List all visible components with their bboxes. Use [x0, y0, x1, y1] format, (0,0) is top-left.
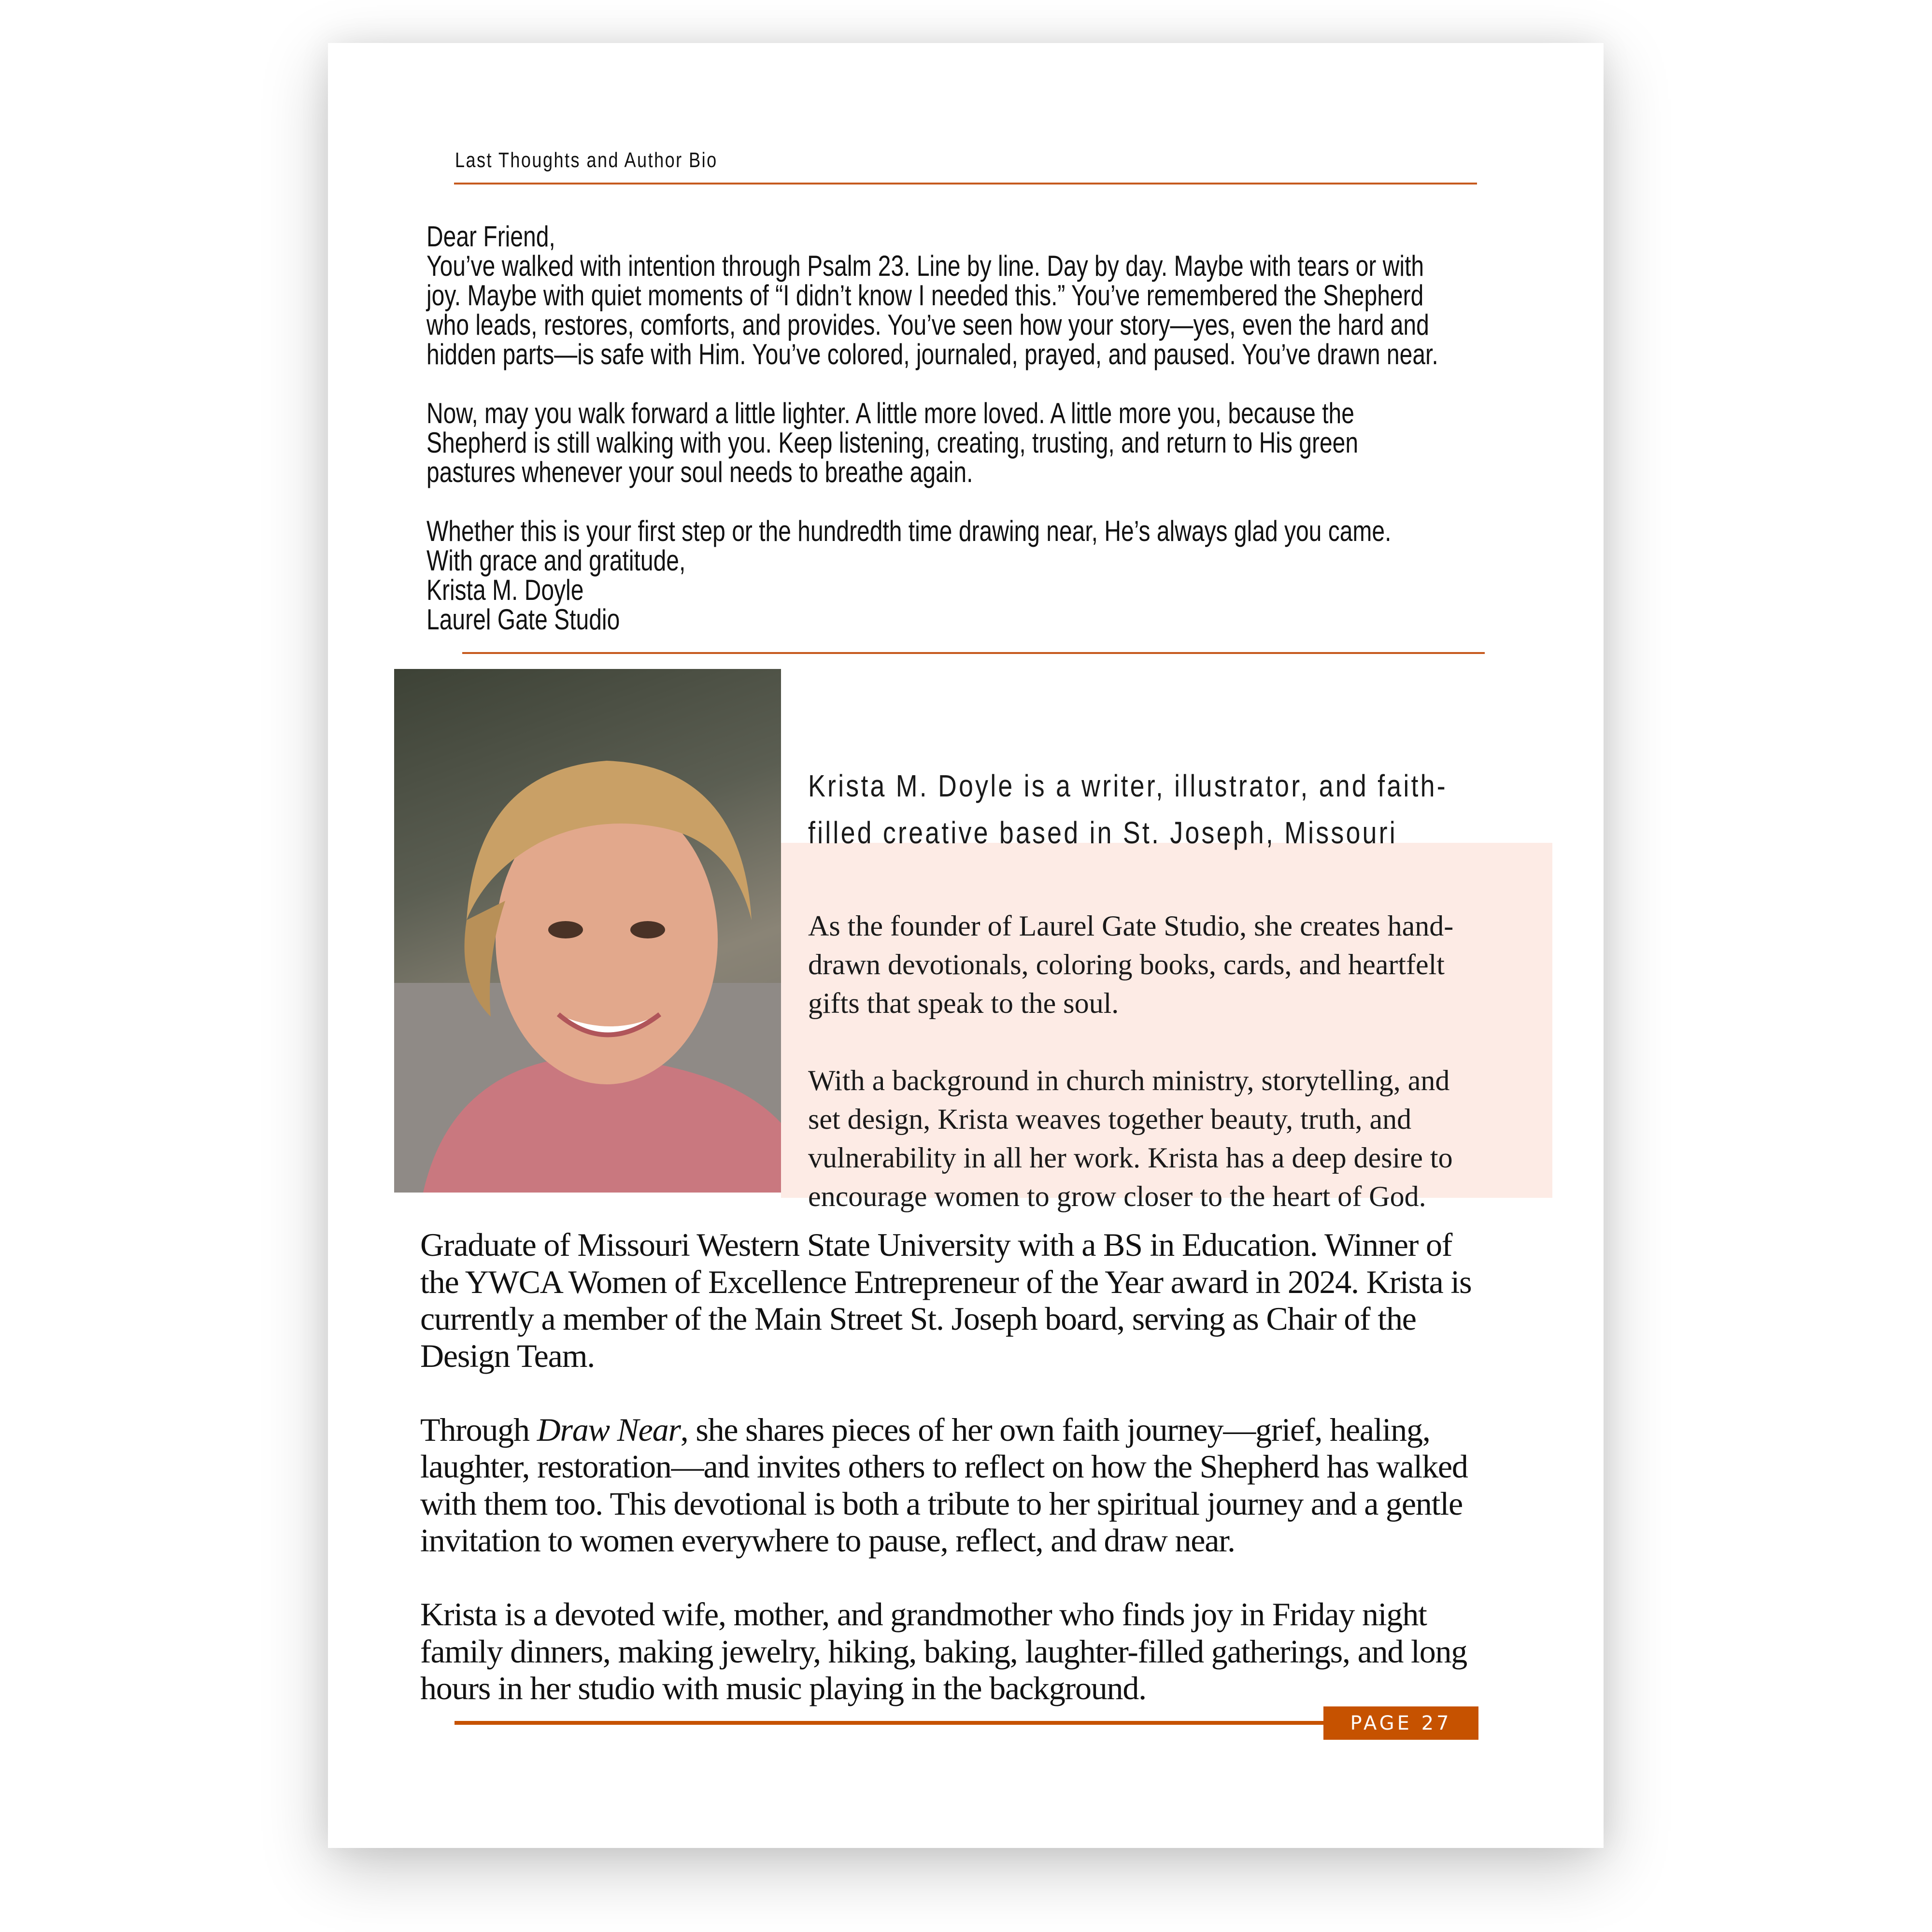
- letter-body: [426, 222, 1438, 634]
- page-number-badge: PAGE 27: [1323, 1706, 1478, 1740]
- bio-line: [420, 1411, 1471, 1449]
- bio-line: Graduate of Missouri Western State University with a BS in Education. Winner of: [420, 1226, 1452, 1263]
- header-divider: [454, 183, 1477, 185]
- document-page: [328, 43, 1604, 1848]
- letter-paragraph: [426, 516, 1438, 634]
- letter-signature-studio: Laurel Gate Studio: [426, 603, 620, 636]
- bio-headline-line: Krista M. Doyle is a writer, illustrator, and faith-: [808, 768, 1448, 803]
- bio-highlight-text: [808, 907, 1453, 1216]
- bio-line: invitation to women everywhere to pause, reflect, and draw near.: [420, 1522, 1235, 1559]
- author-portrait-illustration: [394, 669, 781, 1193]
- section-divider: [462, 652, 1485, 654]
- bio-text: Through: [420, 1411, 537, 1448]
- letter-paragraph: [426, 398, 1438, 487]
- letter-line: Whether this is your first step or the hundredth time drawing near, He’s always glad you came.: [426, 515, 1392, 547]
- letter-closing: With grace and gratitude,: [426, 544, 686, 577]
- bio-headline-line: filled creative based in St. Joseph, Missouri: [808, 815, 1397, 850]
- bio-text: , she shares pieces of her own faith journey—grief, healing,: [680, 1411, 1430, 1448]
- bio-line: laughter, restoration—and invites others to reflect on how the Shepherd has walked: [420, 1448, 1468, 1485]
- bio-line: As the founder of Laurel Gate Studio, she creates hand-: [808, 910, 1454, 942]
- bio-line: family dinners, making jewelry, hiking, baking, laughter-filled gatherings, and long: [420, 1633, 1467, 1670]
- letter-line: who leads, restores, comforts, and provides. You’ve seen how your story—yes, even the hard and: [426, 309, 1429, 341]
- bio-line: Krista is a devoted wife, mother, and grandmother who finds joy in Friday night: [420, 1596, 1427, 1633]
- letter-paragraph: [426, 222, 1438, 369]
- bio-line: the YWCA Women of Excellence Entrepreneur of the Year award in 2024. Krista is: [420, 1263, 1472, 1300]
- letter-line: hidden parts—is safe with Him. You’ve colored, journaled, prayed, and paused. You’ve drawn near.: [426, 338, 1438, 370]
- page-header-title: Last Thoughts and Author Bio: [455, 148, 718, 172]
- bio-line: With a background in church ministry, storytelling, and: [808, 1065, 1450, 1096]
- letter-signature-name: Krista M. Doyle: [426, 574, 584, 606]
- bio-line: drawn devotionals, coloring books, cards, and heartfelt: [808, 949, 1445, 980]
- author-photo: [394, 669, 781, 1193]
- letter-line: Dear Friend,: [426, 220, 555, 253]
- bio-headline: [808, 763, 1448, 856]
- letter-line: joy. Maybe with quiet moments of “I didn’t know I needed this.” You’ve remembered the Shepherd: [426, 279, 1424, 312]
- bio-body: [420, 1226, 1471, 1707]
- bio-line: encourage women to grow closer to the heart of God.: [808, 1180, 1426, 1212]
- bio-line: currently a member of the Main Street St. Joseph board, serving as Chair of the: [420, 1300, 1416, 1337]
- book-title: Draw Near: [537, 1411, 681, 1448]
- footer-rule: [455, 1721, 1325, 1725]
- letter-line: You’ve walked with intention through Psalm 23. Line by line. Day by day. Maybe with tears or with: [426, 250, 1424, 282]
- bio-line: Design Team.: [420, 1337, 595, 1374]
- bio-line: set design, Krista weaves together beauty, truth, and: [808, 1103, 1412, 1135]
- bio-line: hours in her studio with music playing in the background.: [420, 1670, 1146, 1706]
- bio-line: gifts that speak to the soul.: [808, 987, 1119, 1019]
- letter-line: Now, may you walk forward a little lighter. A little more loved. A little more you, because the: [426, 397, 1354, 429]
- letter-line: Shepherd is still walking with you. Keep listening, creating, trusting, and return to His green: [426, 426, 1359, 459]
- bio-line: vulnerability in all her work. Krista has a deep desire to: [808, 1142, 1453, 1174]
- bio-line: with them too. This devotional is both a tribute to her spiritual journey and a gentle: [420, 1485, 1463, 1522]
- letter-line: pastures whenever your soul needs to breathe again.: [426, 456, 973, 488]
